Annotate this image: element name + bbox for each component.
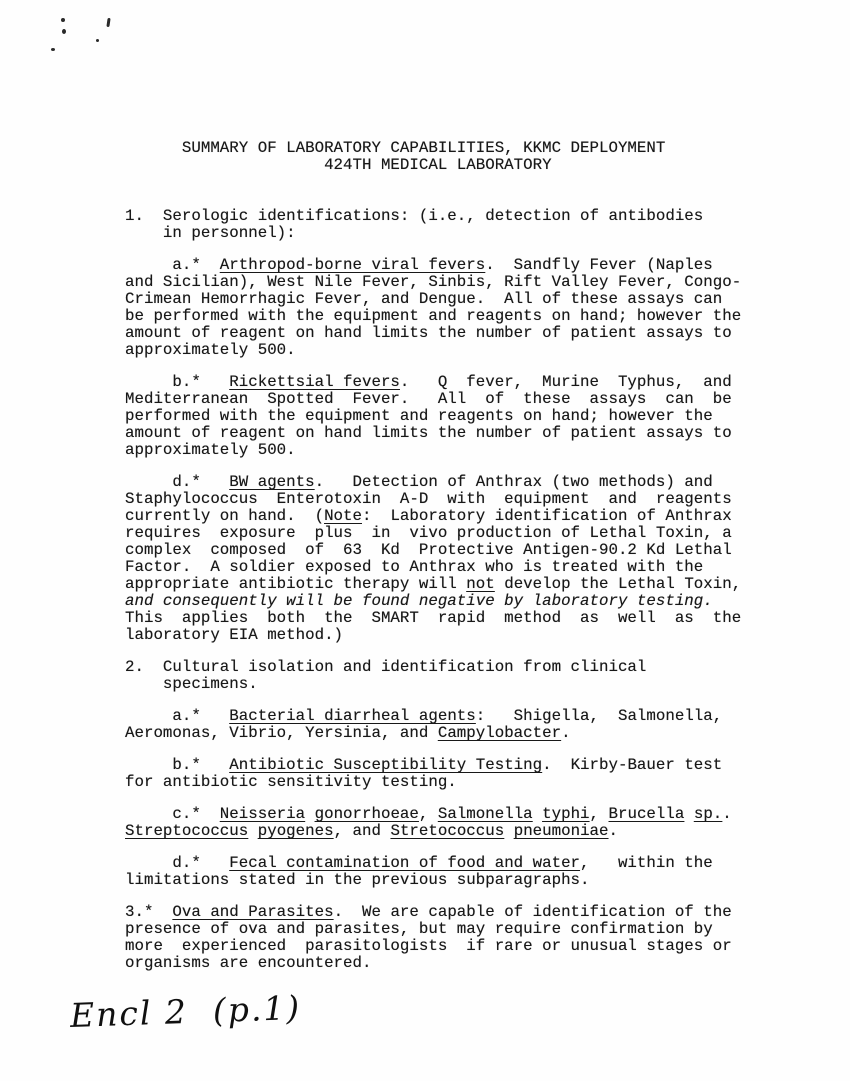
text-segment: in personnel): — [125, 224, 296, 242]
underlined-text: Streptococcus — [125, 822, 249, 840]
text-segment: Mediterranean Spotted Fever. All of these assays can be — [125, 390, 732, 408]
text-segment: . — [722, 805, 732, 823]
text-line — [125, 508, 741, 525]
para-3 — [125, 904, 741, 972]
item-2 — [125, 659, 741, 693]
underlined-text: Ova and Parasites — [172, 903, 334, 921]
text-line — [125, 904, 741, 921]
text-segment: appropriate antibiotic therapy will — [125, 575, 467, 593]
text-segment: . Q fever, Murine Typhus, and — [399, 373, 732, 391]
scan-artifact — [96, 39, 99, 42]
text-line — [125, 676, 741, 693]
text-segment: . Kirby-Bauer test — [542, 756, 723, 774]
text-line — [125, 257, 741, 274]
underlined-text: Campylobacter — [437, 724, 562, 742]
text-segment: laboratory EIA method.) — [125, 626, 344, 644]
underlined-text: sp. — [693, 805, 723, 823]
underlined-text: Antibiotic Susceptibility Testing — [229, 756, 543, 774]
underlined-text: Rickettsial fevers — [229, 373, 400, 391]
text-segment: 1. Serologic identifications: (i.e., detection of antibodies — [125, 207, 704, 225]
text-segment: 424TH MEDICAL LABORATORY — [125, 156, 552, 174]
underlined-text: Salmonella — [437, 805, 533, 823]
text-line — [125, 610, 741, 627]
text-line — [125, 708, 741, 725]
underlined-text: Arthropod-borne viral fevers — [219, 256, 486, 274]
text-line — [125, 225, 741, 242]
text-segment: d.* — [125, 473, 230, 491]
text-line — [125, 525, 741, 542]
text-line — [125, 408, 741, 425]
text-segment: . — [561, 724, 571, 742]
text-segment: and Sicilian), West Nile Fever, Sinbis, Rift Valley Fever, Congo- — [125, 273, 742, 291]
underlined-text: Neisseria — [219, 805, 306, 823]
text-segment: approximately 500. — [125, 441, 296, 459]
text-line — [125, 855, 741, 872]
text-segment: amount of reagent on hand limits the number of patient assays to — [125, 324, 732, 342]
text-segment: , — [589, 805, 609, 823]
text-line — [125, 425, 741, 442]
text-segment — [533, 805, 542, 823]
para-2a — [125, 708, 741, 742]
text-line — [125, 274, 741, 291]
text-segment: presence of ova and parasites, but may require confirmation by — [125, 920, 713, 938]
text-segment: . — [608, 822, 618, 840]
underlined-text: pneumoniae — [513, 822, 609, 840]
text-line — [125, 659, 741, 676]
scan-artifact — [61, 18, 65, 22]
text-segment: limitations stated in the previous subparagraphs. — [125, 871, 590, 889]
text-segment: . Sandfly Fever (Naples — [485, 256, 713, 274]
text-segment: approximately 500. — [125, 341, 296, 359]
text-segment: be performed with the equipment and reagents on hand; however the — [125, 307, 742, 325]
text-segment: performed with the equipment and reagents on hand; however the — [125, 407, 713, 425]
text-segment: currently on hand. ( — [125, 507, 325, 525]
handwritten-enclosure-note: Encl 2 (p.1) — [69, 987, 302, 1036]
text-segment: a.* — [125, 256, 220, 274]
text-segment: Staphylococcus Enterotoxin A-D with equipment and reagents — [125, 490, 732, 508]
text-segment: amount of reagent on hand limits the number of patient assays to — [125, 424, 732, 442]
text-line — [125, 872, 741, 889]
text-segment — [504, 822, 513, 840]
text-line — [125, 757, 741, 774]
text-segment: . We are capable of identification of the — [333, 903, 732, 921]
text-segment: organisms are encountered. — [125, 954, 372, 972]
text-line — [125, 593, 741, 610]
text-segment: SUMMARY OF LABORATORY CAPABILITIES, KKMC DEPLOYMENT — [125, 139, 666, 157]
text-line — [125, 325, 741, 342]
text-segment: This applies both the SMART rapid method as well as the — [125, 609, 742, 627]
text-segment — [248, 822, 257, 840]
para-2b — [125, 757, 741, 791]
underlined-text: pyogenes — [257, 822, 334, 840]
underlined-text: Fecal contamination of food and water — [229, 854, 581, 872]
text-segment: complex composed of 63 Kd Protective Antigen-90.2 Kd Lethal — [125, 541, 732, 559]
text-line — [125, 342, 741, 359]
text-segment: , within the — [580, 854, 713, 872]
para-1a — [125, 257, 741, 359]
text-segment: for antibiotic sensitivity testing. — [125, 773, 457, 791]
text-line — [125, 823, 741, 840]
text-line — [125, 208, 741, 225]
text-line — [125, 938, 741, 955]
text-segment: : Laboratory identification of Anthrax — [362, 507, 732, 525]
text-segment: specimens. — [125, 675, 258, 693]
scan-artifact — [51, 48, 55, 51]
text-segment: Aeromonas, Vibrio, Yersinia, and — [125, 724, 438, 742]
document-body — [125, 140, 741, 987]
text-segment: Crimean Hemorrhagic Fever, and Dengue. All of these assays can — [125, 290, 723, 308]
text-line — [125, 391, 741, 408]
text-line — [125, 921, 741, 938]
text-segment: a.* — [125, 707, 230, 725]
para-2d — [125, 855, 741, 889]
underlined-text: Bacterial diarrheal agents — [229, 707, 476, 725]
underlined-text: Note — [324, 507, 362, 525]
para-1b — [125, 374, 741, 459]
text-line — [125, 374, 741, 391]
text-line — [125, 725, 741, 742]
underlined-text: Brucella — [608, 805, 685, 823]
text-line — [125, 576, 741, 593]
underlined-text: typhi — [542, 805, 590, 823]
underlined-text: gonorrhoeae — [314, 805, 419, 823]
para-2c — [125, 806, 741, 840]
text-segment: more experienced parasitologists if rare or unusual stages or — [125, 937, 732, 955]
text-line — [125, 559, 741, 576]
doc-title — [125, 140, 741, 174]
text-segment: 3.* — [125, 903, 173, 921]
text-segment: b.* — [125, 373, 230, 391]
item-1 — [125, 208, 741, 242]
text-line — [125, 474, 741, 491]
text-segment: c.* — [125, 805, 220, 823]
text-line — [125, 806, 741, 823]
underlined-text: BW agents — [229, 473, 315, 491]
text-segment: , — [418, 805, 438, 823]
text-segment — [684, 805, 693, 823]
text-segment: . Detection of Anthrax (two methods) and — [314, 473, 713, 491]
underlined-text: not — [466, 575, 495, 593]
text-line — [125, 955, 741, 972]
text-segment — [305, 805, 314, 823]
text-segment: : Shigella, Salmonella, — [475, 707, 723, 725]
text-line — [125, 442, 741, 459]
text-segment: d.* — [125, 854, 230, 872]
text-segment: b.* — [125, 756, 230, 774]
text-line — [125, 291, 741, 308]
text-line — [125, 774, 741, 791]
text-segment: requires exposure plus in vivo production of Lethal Toxin, a — [125, 524, 732, 542]
text-line — [125, 542, 741, 559]
scan-artifact — [106, 18, 110, 27]
text-line — [125, 308, 741, 325]
text-line — [125, 157, 741, 174]
text-segment: 2. Cultural isolation and identification from clinical — [125, 658, 647, 676]
text-segment: and consequently will be found negative by laboratory testing. — [125, 592, 713, 610]
para-1d — [125, 474, 741, 644]
text-line — [125, 491, 741, 508]
scan-artifact — [62, 29, 66, 34]
text-segment: , and — [333, 822, 391, 840]
text-line — [125, 627, 741, 644]
text-line — [125, 140, 741, 157]
text-segment: Factor. A soldier exposed to Anthrax who is treated with the — [125, 558, 704, 576]
text-segment: develop the Lethal Toxin, — [494, 575, 742, 593]
underlined-text: Stretococcus — [390, 822, 505, 840]
